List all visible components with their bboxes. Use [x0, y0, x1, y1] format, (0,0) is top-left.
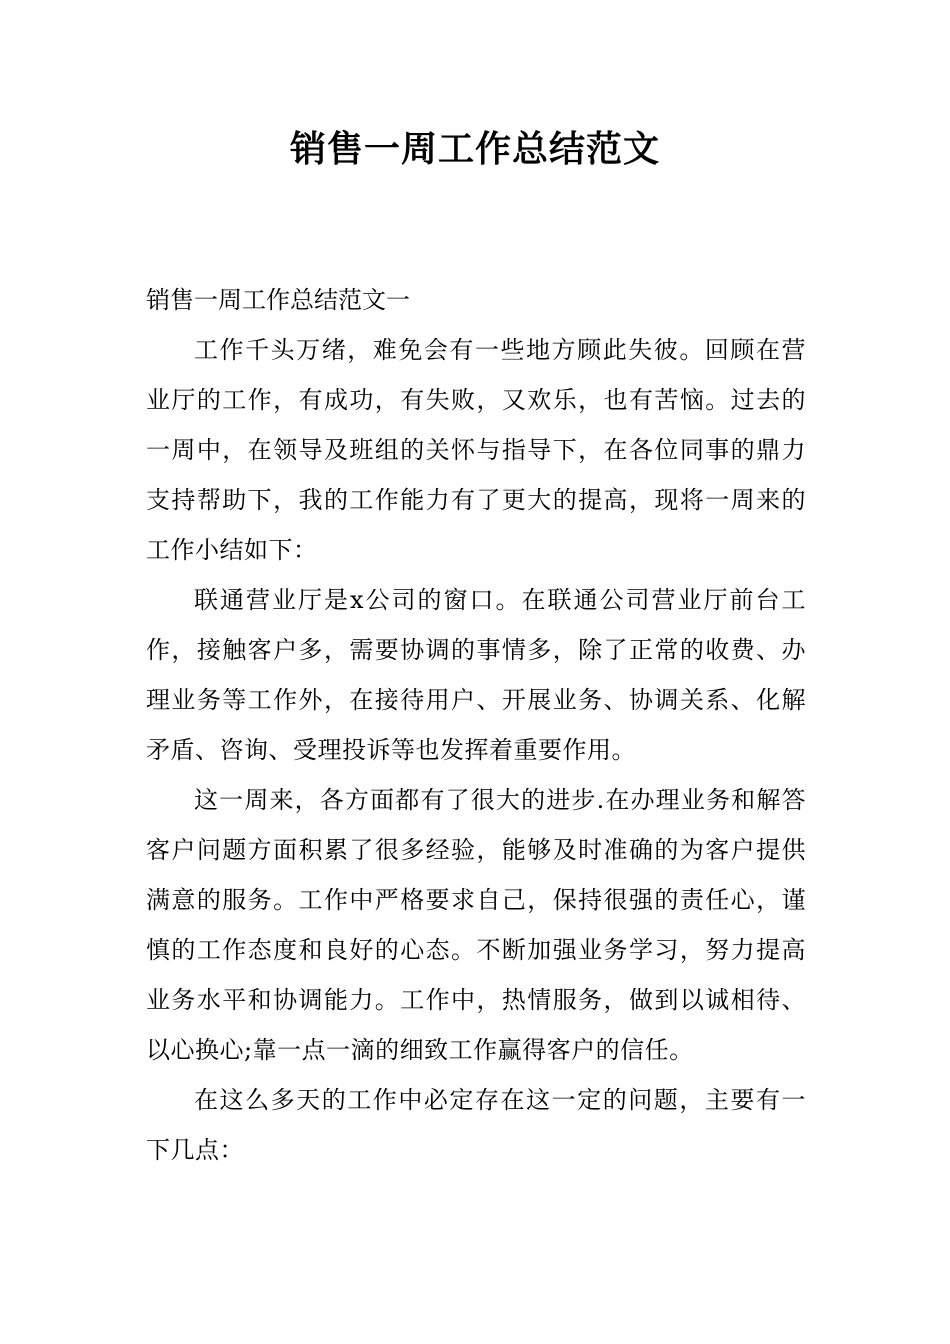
paragraph-3: 这一周来，各方面都有了很大的进步.在办理业务和解答客户问题方面积累了很多经验，能够及时准确的为客户提供满意的服务。工作中严格要求自己，保持很强的责任心，谨慎的工作态度和良好的心态。不断加强业务学习，努力提高业务水平和协调能力。工作中，热情服务，做到以诚相待、以心换心;靠一点一滴的细致工作赢得客户的信任。 [146, 786, 806, 1064]
paragraph-2: 联通营业厅是x公司的窗口。在联通公司营业厅前台工作，接触客户多，需要协调的事情多，除了正常的收费、办理业务等工作外，在接待用户、开展业务、协调关系、化解矛盾、咨询、受理投诉等也发挥着重要作用。 [146, 586, 806, 764]
section-heading: 销售一周工作总结范文一 [146, 286, 410, 314]
paragraph-1: 工作千头万绪，难免会有一些地方顾此失彼。回顾在营业厅的工作，有成功，有失败，又欢乐，也有苦恼。过去的一周中，在领导及班组的关怀与指导下，在各位同事的鼎力支持帮助下，我的工作能力有了更大的提高，现将一周来的工作小结如下： [146, 336, 806, 564]
document-title: 销售一周工作总结范文 [289, 129, 660, 170]
paragraph-4: 在这么多天的工作中必定存在这一定的问题，主要有一下几点： [146, 1086, 806, 1164]
document-body [146, 275, 806, 1175]
